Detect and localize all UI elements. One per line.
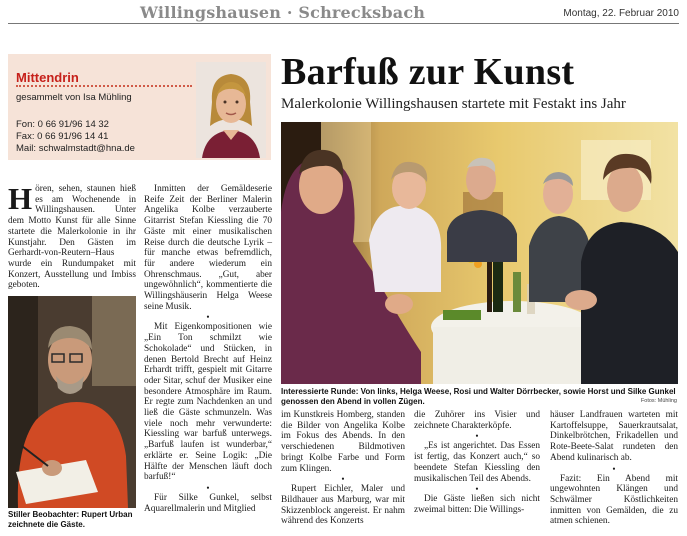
section-title: Willingshausen · Schrecksbach bbox=[140, 3, 426, 22]
column-3 bbox=[281, 410, 405, 527]
publication-date: Montag, 22. Februar 2010 bbox=[563, 8, 679, 19]
paragraph-separator: • bbox=[206, 482, 210, 493]
small-photo-caption: Stiller Beobachter: Rupert Urban zeichnete die Gäste. bbox=[8, 510, 133, 529]
col2-paragraph-1: Inmitten der Gemäldeserie Reife Zeit der Berliner Malerin Angelika Kolbe verzauberte Gitarrist Stefan Kiessling die 70 Gäste mit einer musikalischen Reise durch die deutsche Lyrik – für manche etwas befremdlich, für andere wiederum ein Ohrenschmaus. „Gut, aber ungewöhnlich“, kommentierte die Willingshäuserin Helga Weese seine Musik. bbox=[144, 184, 272, 312]
col5-paragraph-1: häuser Landfrauen warteten mit Kartoffelsuppe, Sauerkrautsalat, Dinkelbrötchen, Frikadellen und Rote-Beete-Salat rundeten den Abend kulinarisch ab. bbox=[550, 410, 678, 463]
col5-paragraph-2: Fazit: Ein Abend mit ungewohnten Klängen und Schwälmer Köstlichkeiten inmitten von Gemälden, die zu atmen schienen. bbox=[550, 473, 678, 527]
col2-paragraph-2: Mit Eigenkompositionen wie „Ein Ton schmilzt wie Schokolade“ und Stücken, in denen Bertold Brecht auf Heinz Erhardt trifft, gespielt mit Gitarre oder Sitar, schuf der Musiker eine besondere Atmosphäre im Raum. Er regte zum Nachdenken an und ließ die Gäste schmunzeln. Was viele noch mehr verwunderte: Kiessling war barfuß unterwegs. „Barfuß laufen ist wunderbar,“ erklärte er. Seine Logik: „Die Hälfte der Menschen läuft doch barfuß!“ bbox=[144, 322, 272, 483]
main-photo bbox=[281, 122, 678, 384]
paragraph-separator: • bbox=[612, 463, 616, 474]
paragraph-separator: • bbox=[206, 312, 210, 323]
contact-mail: Mail: schwalmstadt@hna.de bbox=[16, 143, 135, 154]
col1-paragraph: ören, sehen, staunen hieß es am Wochenende in Willingshausen. Unter dem Motto Kunst für alle Sinne startete die Malerkolonie in ihr Kunstjahr. Den Gästen im Gerhardt-von-Reutern–Haus wurde ein Rundumpaket mit Konzert, Ausstellung und Imbiss geboten. bbox=[8, 184, 136, 291]
col4-paragraph-2: „Es ist angerichtet. Das Essen ist fertig, das Konzert auch,“ so beendete Stefan Kiessling den musikalischen Teil des Abends. bbox=[414, 441, 540, 484]
column-1 bbox=[8, 181, 136, 291]
paragraph-separator: • bbox=[341, 474, 345, 485]
col3-paragraph-1: im Kunstkreis Homberg, standen die Bilder von Angelika Kolbe im Fokus des Abends. In den verschiedenen Bildmotiven bringt Kolbe Farbe und Form zum Klingen. bbox=[281, 410, 405, 474]
small-photo bbox=[8, 296, 136, 508]
col4-paragraph-1: die Zuhörer ins Visier und zeichnete Charakterköpfe. bbox=[414, 410, 540, 431]
dropcap: H bbox=[8, 181, 33, 216]
paragraph-separator: • bbox=[475, 484, 479, 495]
contact-fax: Fax: 0 66 91/96 14 41 bbox=[16, 131, 109, 142]
infobox-title: Mittendrin bbox=[16, 70, 79, 85]
col3-paragraph-2: Rupert Eichler, Maler und Bildhauer aus Marburg, war mit Skizzenblock angereist. Er nahm während des Konzerts bbox=[281, 484, 405, 527]
main-photo-caption: Interessierte Runde: Von links, Helga Weese, Rosi und Walter Dörrbecker, sowie Horst und Silke Gunkel genossen den Abend in vollen Zügen. bbox=[281, 387, 676, 406]
header-rule bbox=[8, 23, 679, 24]
column-5 bbox=[550, 410, 678, 527]
column-2 bbox=[144, 184, 272, 514]
photo-credit: Fotos: Mühling bbox=[640, 398, 677, 404]
article-headline: Barfuß zur Kunst bbox=[281, 51, 575, 93]
col2-paragraph-3: Für Silke Gunkel, selbst Aquarellmalerin und Mitglied bbox=[144, 492, 272, 514]
article-subheadline: Malerkolonie Willingshausen startete mit Festakt ins Jahr bbox=[281, 96, 626, 112]
col4-paragraph-3: Die Gäste ließen sich nicht zweimal bitten: Die Willings- bbox=[414, 494, 540, 515]
author-portrait bbox=[196, 62, 266, 158]
column-4 bbox=[414, 410, 540, 516]
contact-fon: Fon: 0 66 91/96 14 32 bbox=[16, 119, 109, 130]
paragraph-separator: • bbox=[475, 431, 479, 442]
dotted-divider bbox=[16, 85, 192, 87]
infobox-byline: gesammelt von Isa Mühling bbox=[16, 92, 132, 103]
